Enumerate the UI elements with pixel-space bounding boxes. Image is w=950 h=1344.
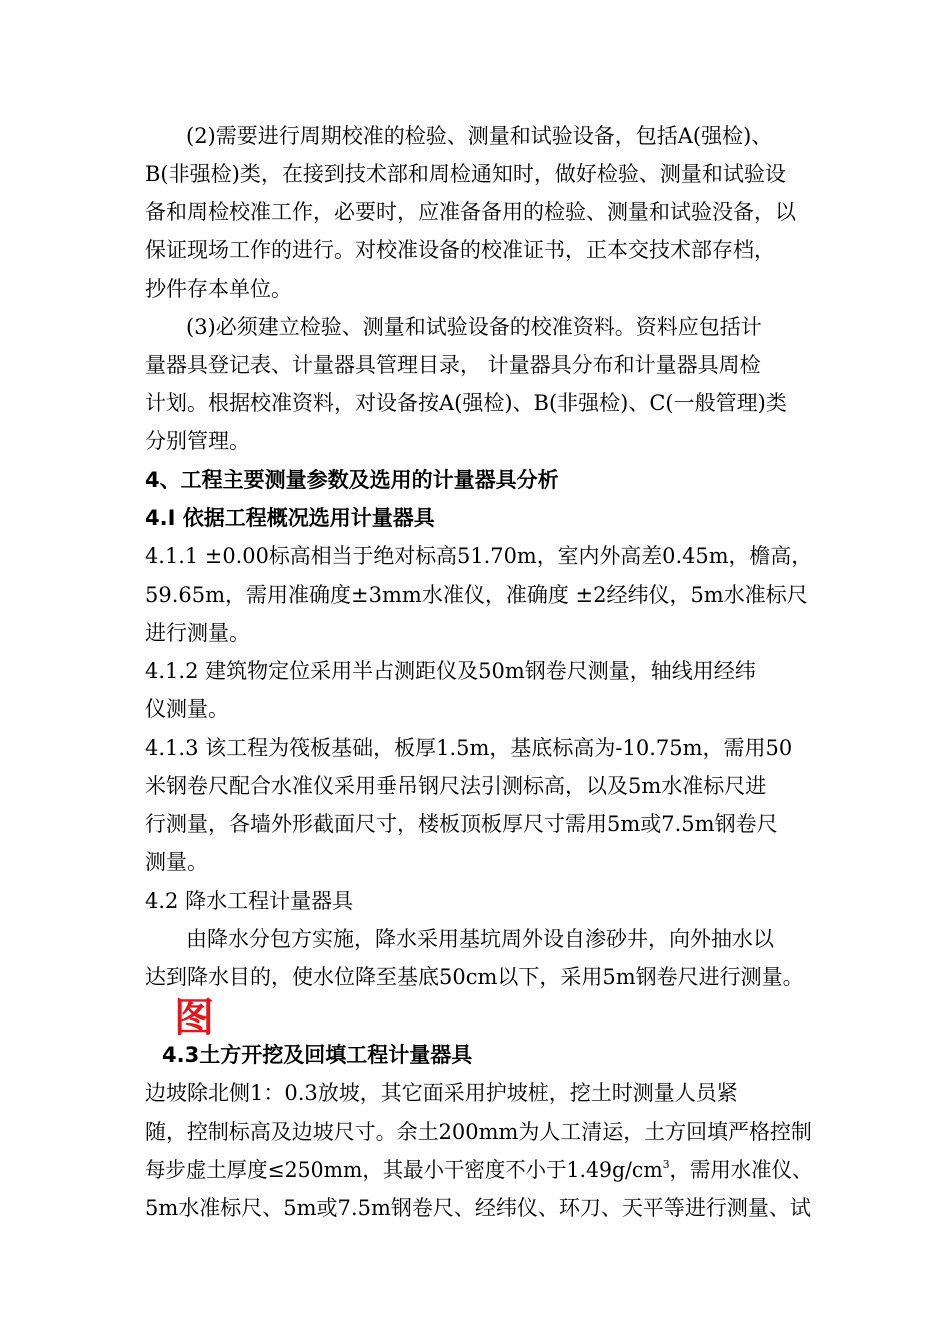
para-3-line: 计划。根据校准资料，对设备按A(强检)、B(非强检)、C(一般管理)类 [145, 391, 787, 415]
para-2-line: 保证现场工作的进行。对校准设备的校准证书，正本交技术部存档， [145, 238, 775, 262]
para-4-3-line [145, 1156, 812, 1184]
para-4-3-text: 每步虚土厚度≤250mm，其最小干密度不小于1.49g/cm [145, 1158, 663, 1182]
para-2-line: 抄件存本单位。 [145, 277, 292, 301]
item-4-1-1-line: 4.1.1 ±0.00标高相当于绝对标高51.70m，室内外高差0.45m，檐高， [145, 544, 813, 568]
section-heading-4-1: 4.I 依据工程概况选用计量器具 [145, 506, 435, 530]
section-heading-4-2: 4.2 降水工程计量器具 [145, 889, 354, 913]
para-4-2-line: 由降水分包方实施，降水采用基坑周外设自渗砂井，向外抽水以 [186, 927, 774, 951]
para-4-3-line: 5m水准标尺、5m或7.5m钢卷尺、经纬仪、环刀、天平等进行测量、试 [145, 1196, 811, 1220]
section-heading-4-3: 4.3土方开挖及回填工程计量器具 [162, 1043, 473, 1067]
para-2-line: B(非强检)类，在接到技术部和周检通知时，做好检验、测量和试验设 [145, 162, 786, 186]
red-stamp-mark: 图 [174, 995, 214, 1041]
para-3-line: (3)必须建立检验、测量和试验设备的校准资料。资料应包括计 [186, 315, 762, 339]
para-2-line: 备和周检校准工作，必要时，应准备备用的检验、测量和试验没备，以 [145, 200, 796, 224]
para-3-line: 量器具登记表、计量器具管理目录， 计量器具分布和计量器具周检 [145, 353, 761, 377]
para-4-3-line: 随，控制标高及边坡尺寸。余土200mm为人工清运，土方回填严格控制 [145, 1120, 812, 1144]
para-3-line: 分别管理。 [145, 429, 250, 453]
para-4-3-line: 边坡除北侧1：0.3放坡，其它面采用护坡桩，挖土时测量人员紧 [145, 1081, 738, 1105]
item-4-1-3-line: 米钢卷尺配合水准仪采用垂吊钢尺法引测标高，以及5m水准标尺进 [145, 774, 767, 798]
superscript-exponent: 3 [662, 1158, 670, 1171]
item-4-1-2-line: 仪测量。 [145, 697, 229, 721]
para-4-3-text: ，需用水准仪、 [669, 1158, 813, 1182]
section-heading-4: 4、工程主要测量参数及选用的计量器具分析 [145, 468, 559, 492]
para-2-line: (2)需要进行周期校准的检验、测量和试验设备，包括A(强检)、 [186, 124, 773, 148]
item-4-1-3-line: 4.1.3 该工程为筏板基础，板厚1.5m，基底标高为-10.75m，需用50 [145, 736, 793, 760]
item-4-1-2-line: 4.1.2 建筑物定位采用半占测距仪及50m钢卷尺测量，轴线用经纬 [145, 659, 756, 683]
para-4-2-line: 达到降水目的，使水位降至基底50cm以下，采用5m钢卷尺进行测量。 [145, 965, 804, 989]
item-4-1-1-line: 59.65m，需用准确度±3mm水准仪，准确度 ±2经纬仪，5m水准标尺 [145, 583, 808, 607]
item-4-1-3-line: 行测量，各墙外形截面尺寸，楼板顶板厚尺寸需用5m或7.5m钢卷尺 [145, 812, 778, 836]
item-4-1-3-line: 测量。 [145, 850, 208, 874]
item-4-1-1-line: 进行测量。 [145, 621, 250, 645]
